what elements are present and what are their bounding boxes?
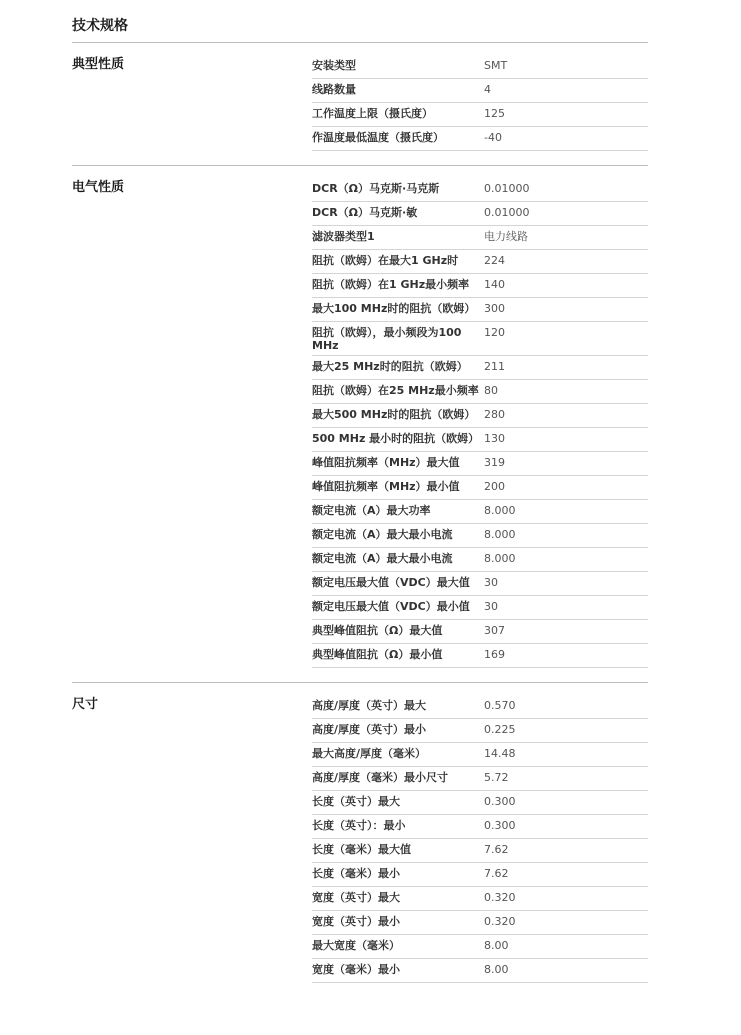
spec-label: 长度（毫米）最大值 <box>312 843 411 856</box>
spec-label: 长度（毫米）最小 <box>312 867 400 880</box>
section-title: 电气性质 <box>72 180 125 195</box>
spec-row <box>312 55 648 79</box>
spec-row <box>312 719 648 743</box>
spec-row <box>312 380 648 404</box>
spec-label: 额定电流（A）最大最小电流 <box>312 552 453 565</box>
spec-label: DCR（Ω）马克斯·马克斯 <box>312 182 440 195</box>
spec-value: 200 <box>484 480 505 493</box>
spec-row <box>312 596 648 620</box>
spec-rows <box>312 55 648 151</box>
spec-label: 安装类型 <box>312 59 356 72</box>
spec-row <box>312 863 648 887</box>
spec-row <box>312 695 648 719</box>
spec-row <box>312 815 648 839</box>
page-title: 技术规格 <box>72 18 128 34</box>
spec-row <box>312 226 648 250</box>
spec-label: 最大高度/厚度（毫米） <box>312 747 427 760</box>
spec-label: 额定电流（A）最大功率 <box>312 504 431 517</box>
spec-value: 7.62 <box>484 867 509 880</box>
spec-value: SMT <box>484 59 508 72</box>
spec-row <box>312 791 648 815</box>
spec-row <box>312 250 648 274</box>
spec-row <box>312 79 648 103</box>
spec-value: 0.300 <box>484 819 516 832</box>
spec-value: 300 <box>484 302 505 315</box>
spec-value: 4 <box>484 83 491 96</box>
spec-value: 7.62 <box>484 843 509 856</box>
spec-label: 额定电压最大值（VDC）最大值 <box>312 576 470 589</box>
spec-row <box>312 202 648 226</box>
spec-value: 0.01000 <box>484 206 530 219</box>
spec-value: 0.225 <box>484 723 516 736</box>
spec-label: 500 MHz 最小时的阻抗（欧姆） <box>312 432 480 445</box>
spec-value: 130 <box>484 432 505 445</box>
spec-label: 典型峰值阻抗（Ω）最大值 <box>312 624 443 637</box>
spec-label: 高度/厚度（毫米）最小尺寸 <box>312 771 449 784</box>
spec-row <box>312 620 648 644</box>
spec-label: 宽度（英寸）最小 <box>312 915 400 928</box>
spec-label: 阻抗（欧姆）在1 GHz最小频率 <box>312 278 470 291</box>
spec-value: 8.000 <box>484 528 516 541</box>
spec-value: 5.72 <box>484 771 509 784</box>
spec-value: 211 <box>484 360 505 373</box>
spec-value: 0.320 <box>484 891 516 904</box>
spec-row <box>312 127 648 151</box>
spec-label: 最大25 MHz时的阻抗（欧姆） <box>312 360 468 373</box>
section-title: 尺寸 <box>72 697 99 712</box>
spec-value: 0.01000 <box>484 182 530 195</box>
spec-label: 长度（英寸）：最小 <box>312 819 406 832</box>
spec-label: DCR（Ω）马克斯·敏 <box>312 206 418 219</box>
spec-row <box>312 644 648 668</box>
spec-label: 额定电流（A）最大最小电流 <box>312 528 453 541</box>
spec-value: 8.00 <box>484 939 509 952</box>
spec-label: 阻抗（欧姆）在25 MHz最小频率 <box>312 384 479 397</box>
spec-value: 120 <box>484 326 505 339</box>
spec-row <box>312 274 648 298</box>
spec-row <box>312 103 648 127</box>
spec-label: 高度/厚度（英寸）最小 <box>312 723 427 736</box>
spec-rows <box>312 695 648 983</box>
spec-value: 8.000 <box>484 504 516 517</box>
spec-label: 额定电压最大值（VDC）最小值 <box>312 600 470 613</box>
spec-value: 0.300 <box>484 795 516 808</box>
spec-row <box>312 935 648 959</box>
section-typical-properties <box>72 42 648 165</box>
spec-label: 阻抗（欧姆）在最大1 GHz时 <box>312 254 459 267</box>
spec-row <box>312 322 648 356</box>
spec-value: -40 <box>484 131 502 144</box>
spec-row <box>312 500 648 524</box>
spec-label: 峰值阻抗频率（MHz）最大值 <box>312 456 460 469</box>
spec-rows <box>312 178 648 668</box>
spec-row <box>312 767 648 791</box>
spec-row <box>312 959 648 983</box>
spec-page <box>72 0 648 997</box>
spec-value: 169 <box>484 648 505 661</box>
spec-row <box>312 452 648 476</box>
spec-value: 80 <box>484 384 498 397</box>
spec-value: 0.570 <box>484 699 516 712</box>
spec-value: 电力线路 <box>484 230 528 243</box>
spec-label: 典型峰值阻抗（Ω）最小值 <box>312 648 443 661</box>
spec-label: 峰值阻抗频率（MHz）最小值 <box>312 480 460 493</box>
spec-label: 宽度（英寸）最大 <box>312 891 400 904</box>
spec-row <box>312 548 648 572</box>
section-title: 典型性质 <box>72 57 125 72</box>
spec-value: 307 <box>484 624 505 637</box>
spec-label: 长度（英寸）最大 <box>312 795 400 808</box>
spec-row <box>312 476 648 500</box>
section-dimensions <box>72 682 648 997</box>
spec-label: 阻抗（欧姆），最小频段为100 MHz <box>312 326 462 352</box>
spec-row <box>312 911 648 935</box>
spec-label: 最大100 MHz时的阻抗（欧姆） <box>312 302 476 315</box>
section-electrical-properties <box>72 165 648 682</box>
spec-value: 30 <box>484 576 498 589</box>
spec-row <box>312 524 648 548</box>
spec-row <box>312 839 648 863</box>
spec-row <box>312 572 648 596</box>
spec-row <box>312 404 648 428</box>
spec-label: 最大宽度（毫米） <box>312 939 400 952</box>
spec-label: 线路数量 <box>312 83 356 96</box>
spec-label: 作温度最低温度（摄氏度） <box>312 131 444 144</box>
spec-value: 8.000 <box>484 552 516 565</box>
spec-label: 宽度（毫米）最小 <box>312 963 400 976</box>
spec-label: 高度/厚度（英寸）最大 <box>312 699 427 712</box>
spec-row <box>312 298 648 322</box>
spec-value: 319 <box>484 456 505 469</box>
spec-row <box>312 743 648 767</box>
spec-value: 30 <box>484 600 498 613</box>
spec-value: 140 <box>484 278 505 291</box>
spec-row <box>312 356 648 380</box>
spec-label: 滤波器类型1 <box>312 230 375 243</box>
spec-value: 0.320 <box>484 915 516 928</box>
spec-value: 14.48 <box>484 747 516 760</box>
spec-row <box>312 178 648 202</box>
spec-label: 工作温度上限（摄氏度） <box>312 107 433 120</box>
spec-label: 最大500 MHz时的阻抗（欧姆） <box>312 408 476 421</box>
spec-value: 125 <box>484 107 505 120</box>
spec-row <box>312 428 648 452</box>
spec-value: 224 <box>484 254 505 267</box>
spec-row <box>312 887 648 911</box>
spec-value: 280 <box>484 408 505 421</box>
spec-value: 8.00 <box>484 963 509 976</box>
